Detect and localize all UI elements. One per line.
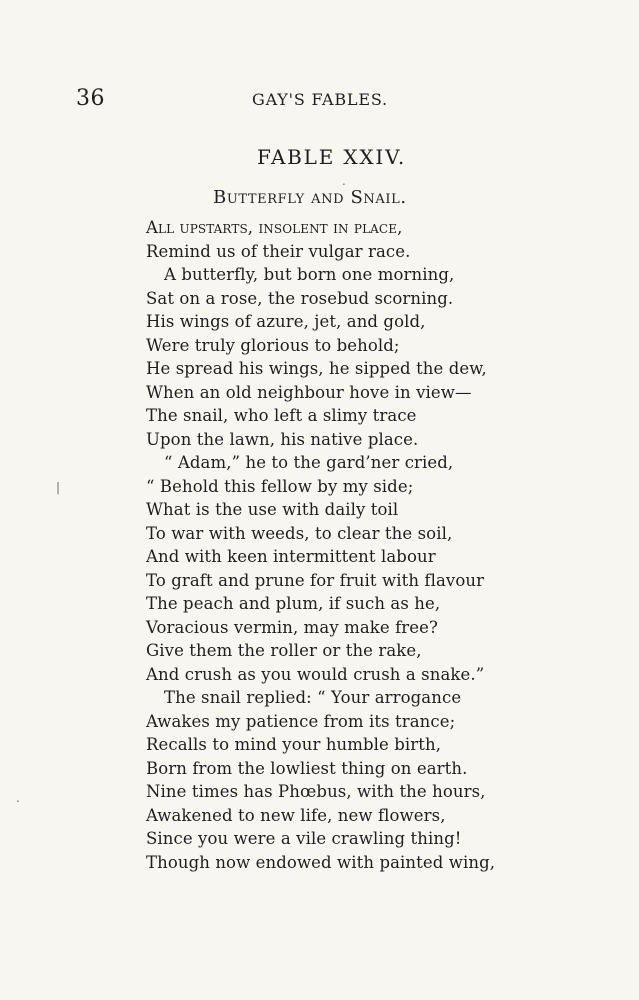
poem-line: “ Behold this fellow by my side; — [146, 476, 414, 496]
poem-line: Born from the lowliest thing on earth. — [146, 758, 468, 778]
fable-subtitle: Butterfly and Snail. — [213, 187, 407, 208]
print-speck: . — [342, 174, 346, 188]
poem-line: What is the use with daily toil — [146, 500, 399, 519]
poem-line: His wings of azure, jet, and gold, — [146, 312, 426, 331]
page-header — [0, 82, 639, 112]
fable-title: FABLE XXIV. — [257, 145, 406, 169]
poem-line: And crush as you would crush a snake.” — [146, 664, 485, 684]
poem-line: Though now endowed with painted wing, — [146, 852, 496, 872]
poem-line: Remind us of their vulgar race. — [146, 241, 411, 261]
poem-line: When an old neighbour hove in view— — [146, 382, 472, 402]
poem-line: All upstarts, insolent in place, — [146, 218, 403, 237]
poem-line: Voracious vermin, may make free? — [146, 617, 438, 637]
poem-line: To graft and prune for fruit with flavour — [146, 570, 485, 590]
poem-line: Sat on a rose, the rosebud scorning. — [146, 288, 454, 308]
poem-line: And with keen intermittent labour — [146, 547, 436, 566]
poem-line: “ Adam,” he to the gard’ner cried, — [164, 453, 454, 472]
print-speck: . — [16, 791, 20, 805]
poem-text — [146, 216, 606, 874]
poem-line: To war with weeds, to clear the soil, — [146, 523, 453, 543]
poem-line: Awakes my patience from its trance; — [146, 711, 456, 731]
poem-line: He spread his wings, he sipped the dew, — [146, 359, 487, 378]
poem-line: The snail replied: “ Your arrogance — [164, 688, 462, 707]
print-speck: | — [56, 480, 61, 494]
poem-line: Recalls to mind your humble birth, — [146, 735, 442, 754]
running-title: GAY'S FABLES. — [252, 90, 388, 109]
poem-line: The snail, who left a slimy trace — [146, 406, 417, 425]
poem-line: Awakened to new life, new flowers, — [146, 805, 446, 825]
poem-line: The peach and plum, if such as he, — [146, 594, 441, 613]
poem-line: Since you were a vile crawling thing! — [146, 829, 462, 848]
page-number: 36 — [76, 86, 105, 111]
poem-line: Were truly glorious to behold; — [146, 335, 400, 355]
poem-line: A butterfly, but born one morning, — [164, 265, 455, 284]
poem-line: Nine times has Phœbus, with the hours, — [146, 782, 486, 801]
poem-line: Give them the roller or the rake, — [146, 641, 422, 660]
poem-line: Upon the lawn, his native place. — [146, 429, 419, 449]
